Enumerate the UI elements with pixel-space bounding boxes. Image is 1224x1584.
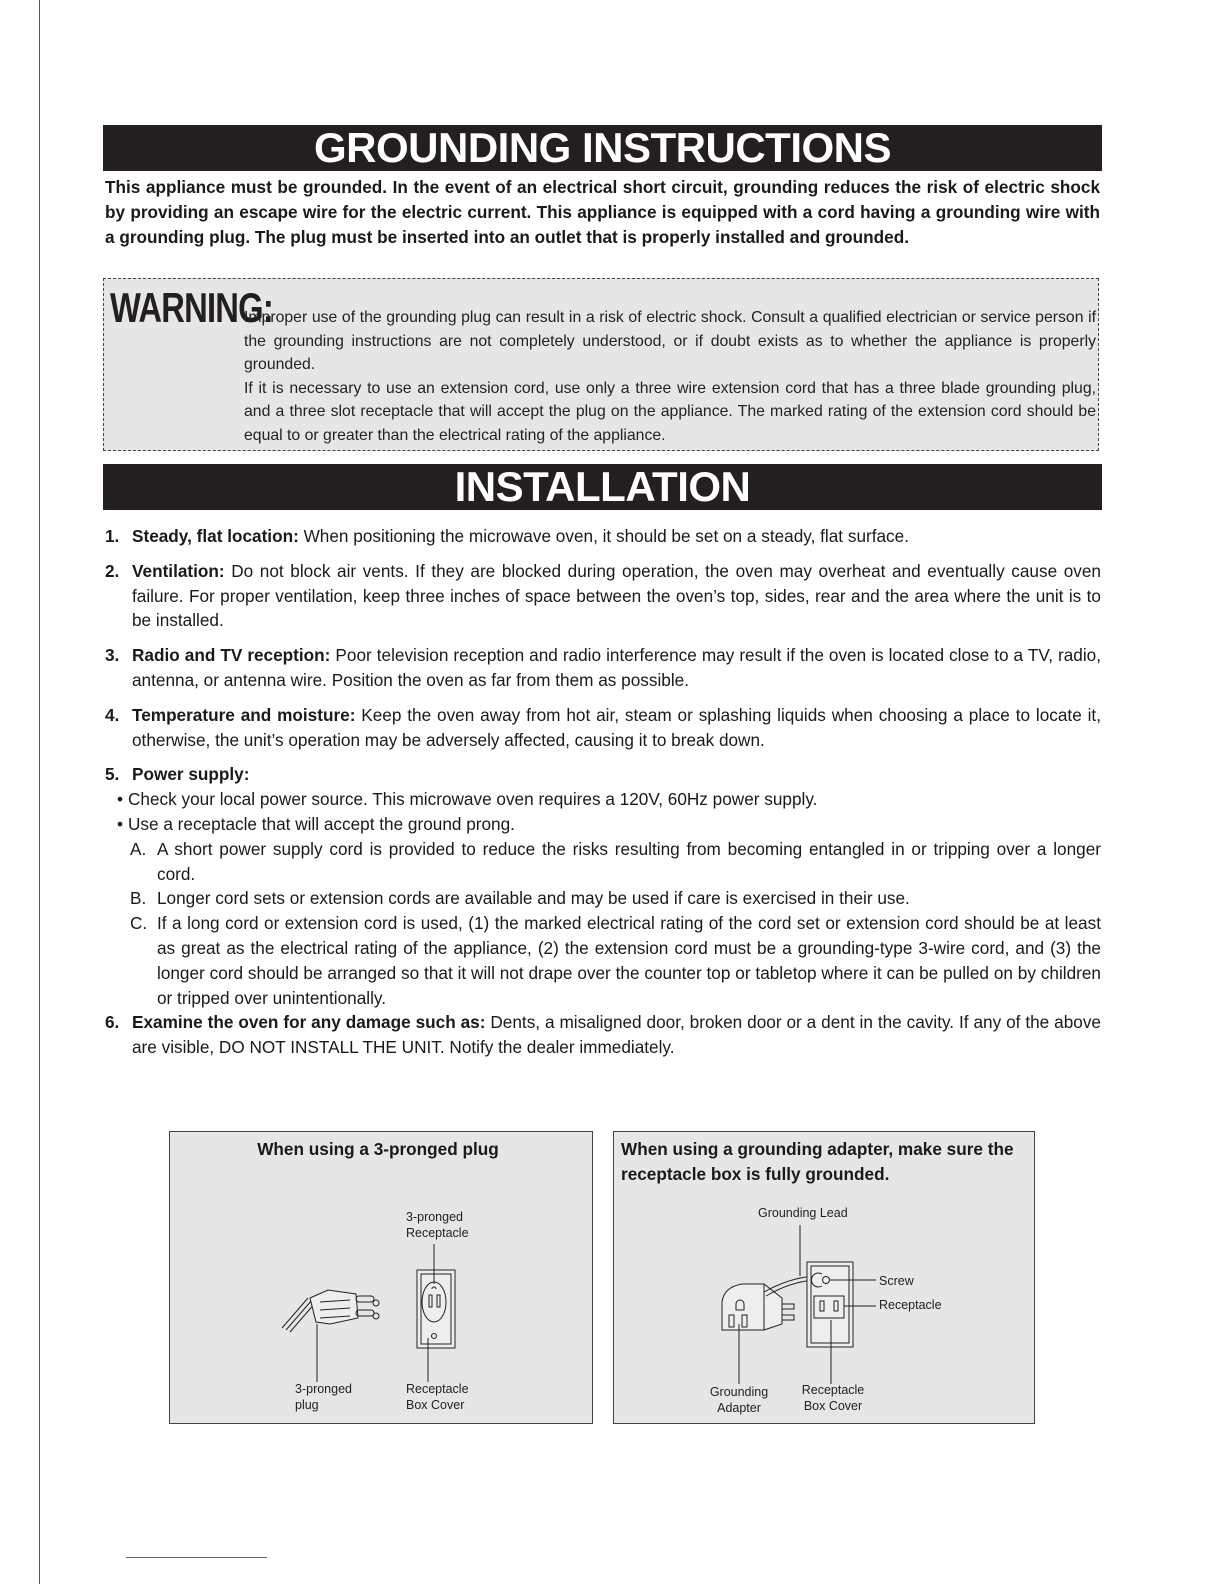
item-heading: Power supply: <box>132 764 250 785</box>
power-sub-item: C. If a long cord or extension cord is used, (1) the marked electrical rating of the cord set or extension cord should be at least as great as the electrical rating of the appliance, (2) the extension cord must be a grounding-type 3-wire cord, and (3) the longer cord should be arranged so that it will not drape over the counter top or tabletop where it can be pulled on by children or tripped over unintentionally. <box>130 913 1101 1008</box>
three-prong-diagram <box>169 1131 593 1424</box>
item-text: When positioning the microwave oven, it should be set on a steady, flat surface. <box>298 526 909 546</box>
item-text: Dents, a misaligned door, broken door or a dent in the cavity. If any of the above are visible, DO NOT INSTALL THE UNIT. Notify the dealer immediately. <box>132 1012 1101 1058</box>
installation-title: INSTALLATION <box>103 464 1102 510</box>
warning-text <box>244 306 1096 448</box>
grounding-adapter-icon <box>722 1284 782 1330</box>
item-number: 3. <box>105 645 120 666</box>
item-number: 5. <box>105 764 120 785</box>
grounding-lead-label: Grounding Lead <box>758 1206 848 1220</box>
item-heading: Temperature and moisture: <box>132 704 356 725</box>
plug-label: 3-pronged plug <box>295 1382 352 1412</box>
grounding-adapter-diagram <box>613 1131 1035 1424</box>
grounding-intro: This appliance must be grounded. In the event of an electrical short circuit, grounding reduces the risk of electric shock by providing an escape wire for the electric current. This appliance is equipped with a cord having a grounding wire with a grounding plug. The plug must be inserted into an outlet that is properly installed and grounded. <box>105 177 1100 247</box>
item-text: Poor television reception and radio interference may result if the oven is located close to a TV, radio, antenna, or antenna wire. Position the oven as far from them as possible. <box>132 645 1101 690</box>
power-bullet: • Check your local power source. This microwave oven requires a 120V, 60Hz power supply. <box>117 789 818 810</box>
adapter-label: Grounding Adapter <box>709 1385 769 1415</box>
list-item <box>105 643 1101 693</box>
item-heading: Steady, flat location: <box>132 526 299 546</box>
power-sub-item: A. A short power supply cord is provided to reduce the risks resulting from becoming entangled in or tripping over a longer cord. <box>130 838 1101 884</box>
item-number: 4. <box>105 704 120 725</box>
warning-label: WARNING: <box>110 284 274 331</box>
list-item <box>105 703 1101 753</box>
warning-paragraph-1: Improper use of the grounding plug can result in a risk of electric shock. Consult a qualified electrician or service person if the grounding instructions are not completely understood, or if doubt exists as to whether the appliance is properly grounded. <box>244 309 1096 374</box>
item-number: 2. <box>105 560 120 581</box>
warning-paragraph-2: If it is necessary to use an extension cord, use only a three wire extension cord that has a three blade grounding plug, and a three slot receptacle that will accept the plug on the appliance. The marked rating of the extension cord should be equal to or greater than the electrical rating of the appliance. <box>244 379 1096 444</box>
receptacle-label: 3-pronged Receptacle <box>406 1210 469 1240</box>
box-cover-label: Receptacle Box Cover <box>406 1382 469 1412</box>
item-heading: Examine the oven for any damage such as: <box>132 1012 486 1033</box>
list-item <box>105 559 1101 633</box>
item-text: Keep the oven away from hot air, steam or splashing liquids when choosing a place to locate it, otherwise, the unit’s operation may be adversely affected, causing it to break down. <box>132 704 1101 750</box>
installation-list <box>105 524 1101 1060</box>
plug-icon <box>310 1290 358 1324</box>
item-heading: Ventilation: <box>132 560 225 581</box>
list-item <box>105 1010 1101 1060</box>
list-item <box>105 524 1101 549</box>
receptacle-label: Receptacle <box>879 1298 942 1312</box>
footer-rule <box>126 1557 267 1558</box>
item-number: 6. <box>105 1012 120 1033</box>
box-cover-label: Receptacle Box Cover <box>801 1383 865 1413</box>
item-text: Do not block air vents. If they are blocked during operation, the oven may overheat and eventually cause oven failure. For proper ventilation, keep three inches of space between the oven’s top, sides, rear and the area where the unit is to be installed. <box>132 560 1101 631</box>
diagram-title: When using a grounding adapter, make sure the receptacle box is fully grounded. <box>621 1139 1014 1184</box>
grounding-title: GROUNDING INSTRUCTIONS <box>103 125 1102 171</box>
adapter-illustration <box>614 1132 1036 1425</box>
power-bullet: • Use a receptacle that will accept the ground prong. <box>117 813 515 834</box>
screw-label: Screw <box>879 1274 914 1288</box>
diagram-title: When using a 3-pronged plug <box>257 1139 499 1159</box>
three-prong-illustration <box>170 1132 594 1425</box>
item-heading: Radio and TV reception: <box>132 645 331 666</box>
list-item-power-supply <box>105 762 1101 1010</box>
page-margin-line <box>39 0 40 1584</box>
warning-box <box>103 278 1099 451</box>
power-sub-item: B. Longer cord sets or extension cords are available and may be used if care is exercised in their use. <box>130 888 910 909</box>
item-number: 1. <box>105 526 120 546</box>
